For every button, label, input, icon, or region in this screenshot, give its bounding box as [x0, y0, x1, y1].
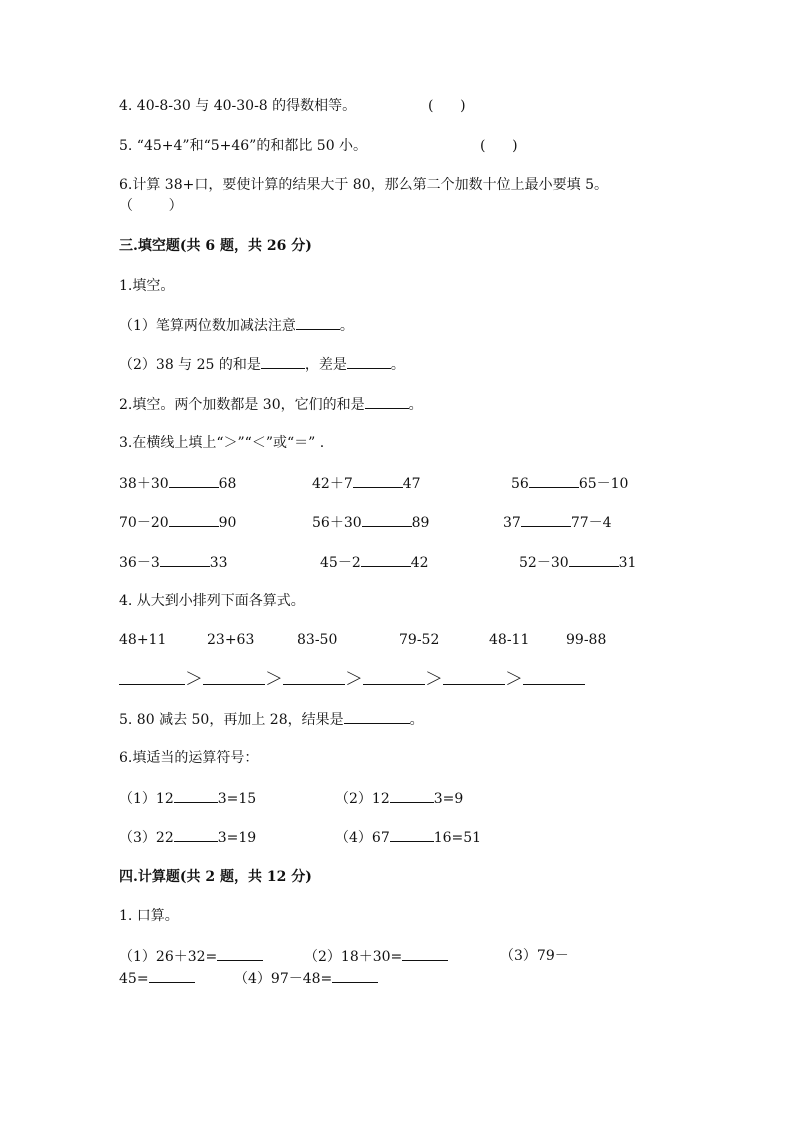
- answer-paren[interactable]: ( ): [480, 138, 518, 154]
- compare-item: 38＋30 68: [119, 473, 236, 494]
- answer-blank[interactable]: [160, 552, 210, 567]
- question-label: 5. 80 减去 50，再加上 28，结果是 。: [119, 709, 424, 730]
- expression: 48-11: [489, 632, 530, 648]
- answer-blank[interactable]: [296, 315, 340, 330]
- answer-blank[interactable]: [443, 670, 505, 685]
- compare-item: 56 65－10: [511, 473, 628, 494]
- answer-blank[interactable]: [529, 473, 579, 488]
- calc-item: 45=: [119, 968, 195, 989]
- compare-item: 45－2 42: [320, 552, 429, 573]
- answer-blank[interactable]: [347, 354, 391, 369]
- answer-blank[interactable]: [353, 473, 403, 488]
- section-title: 四.计算题(共 2 题，共 12 分): [119, 869, 312, 885]
- fill-item: （1）笔算两位数加减法注意 。: [119, 315, 354, 336]
- operator-item: （1）12 3=15: [119, 788, 256, 809]
- answer-blank[interactable]: [149, 968, 195, 983]
- answer-blank[interactable]: [169, 512, 219, 527]
- question-label: 1. 口算。: [119, 908, 179, 924]
- compare-item: 56＋30 89: [312, 512, 429, 533]
- compare-item: 37 77－4: [503, 512, 612, 533]
- answer-blank[interactable]: [523, 670, 585, 685]
- answer-blank[interactable]: [119, 670, 185, 685]
- answer-blank[interactable]: [344, 709, 410, 724]
- fill-item: （2）38 与 25 的和是 ，差是 。: [119, 354, 405, 375]
- question-label: 3.在横线上填上“＞”“＜”或“＝” .: [119, 435, 325, 451]
- expression: 48+11: [119, 632, 167, 648]
- answer-blank[interactable]: [203, 670, 265, 685]
- expression: 99-88: [566, 632, 607, 648]
- expression: 83-50: [297, 632, 338, 648]
- operator-item: （3）22 3=19: [119, 827, 256, 848]
- answer-blank[interactable]: [362, 512, 412, 527]
- calc-item: （3）79－: [500, 948, 569, 964]
- judge-q4: 4. 40-8-30 与 40-30-8 的得数相等。 ( ): [119, 98, 466, 114]
- question-label: 2.填空。两个加数都是 30，它们的和是 。: [119, 394, 423, 415]
- answer-paren[interactable]: （ ）: [119, 198, 183, 214]
- answer-blank[interactable]: [365, 394, 409, 409]
- answer-blank[interactable]: [363, 670, 425, 685]
- question-label: 1.填空。: [119, 278, 175, 294]
- answer-blank[interactable]: [390, 827, 434, 842]
- answer-blank[interactable]: [569, 552, 619, 567]
- answer-blank[interactable]: [332, 968, 378, 983]
- question-label: 6.填适当的运算符号：: [119, 750, 259, 766]
- ordering-row: ＞ ＞ ＞ ＞ ＞: [119, 669, 585, 691]
- compare-item: 42＋7 47: [312, 473, 421, 494]
- compare-item: 52－30 31: [519, 552, 636, 573]
- calc-item: （4）97－48=: [234, 968, 378, 989]
- calc-item: （1）26＋32=: [119, 946, 263, 967]
- answer-blank[interactable]: [174, 827, 218, 842]
- judge-q5: 5. “45+4”和“5+46”的和都比 50 小。 ( ): [119, 138, 518, 154]
- answer-blank[interactable]: [217, 946, 263, 961]
- answer-blank[interactable]: [521, 512, 571, 527]
- question-label: 4. 从大到小排列下面各算式。: [119, 593, 305, 609]
- answer-paren[interactable]: ( ): [428, 98, 466, 114]
- expression: 79-52: [399, 632, 440, 648]
- answer-blank[interactable]: [361, 552, 411, 567]
- answer-blank[interactable]: [283, 670, 345, 685]
- compare-item: 36－3 33: [119, 552, 228, 573]
- expression: 23+63: [207, 632, 255, 648]
- compare-item: 70－20 90: [119, 512, 236, 533]
- answer-blank[interactable]: [169, 473, 219, 488]
- calc-item: （2）18＋30=: [304, 946, 448, 967]
- operator-item: （2）12 3=9: [335, 788, 463, 809]
- section-title: 三.填空题(共 6 题，共 26 分): [119, 238, 312, 254]
- answer-blank[interactable]: [402, 946, 448, 961]
- answer-blank[interactable]: [261, 354, 305, 369]
- operator-item: （4）67 16=51: [335, 827, 481, 848]
- judge-q6: 6.计算 38+口，要使计算的结果大于 80，那么第二个加数十位上最小要填 5。: [119, 177, 608, 193]
- answer-blank[interactable]: [174, 788, 218, 803]
- answer-blank[interactable]: [390, 788, 434, 803]
